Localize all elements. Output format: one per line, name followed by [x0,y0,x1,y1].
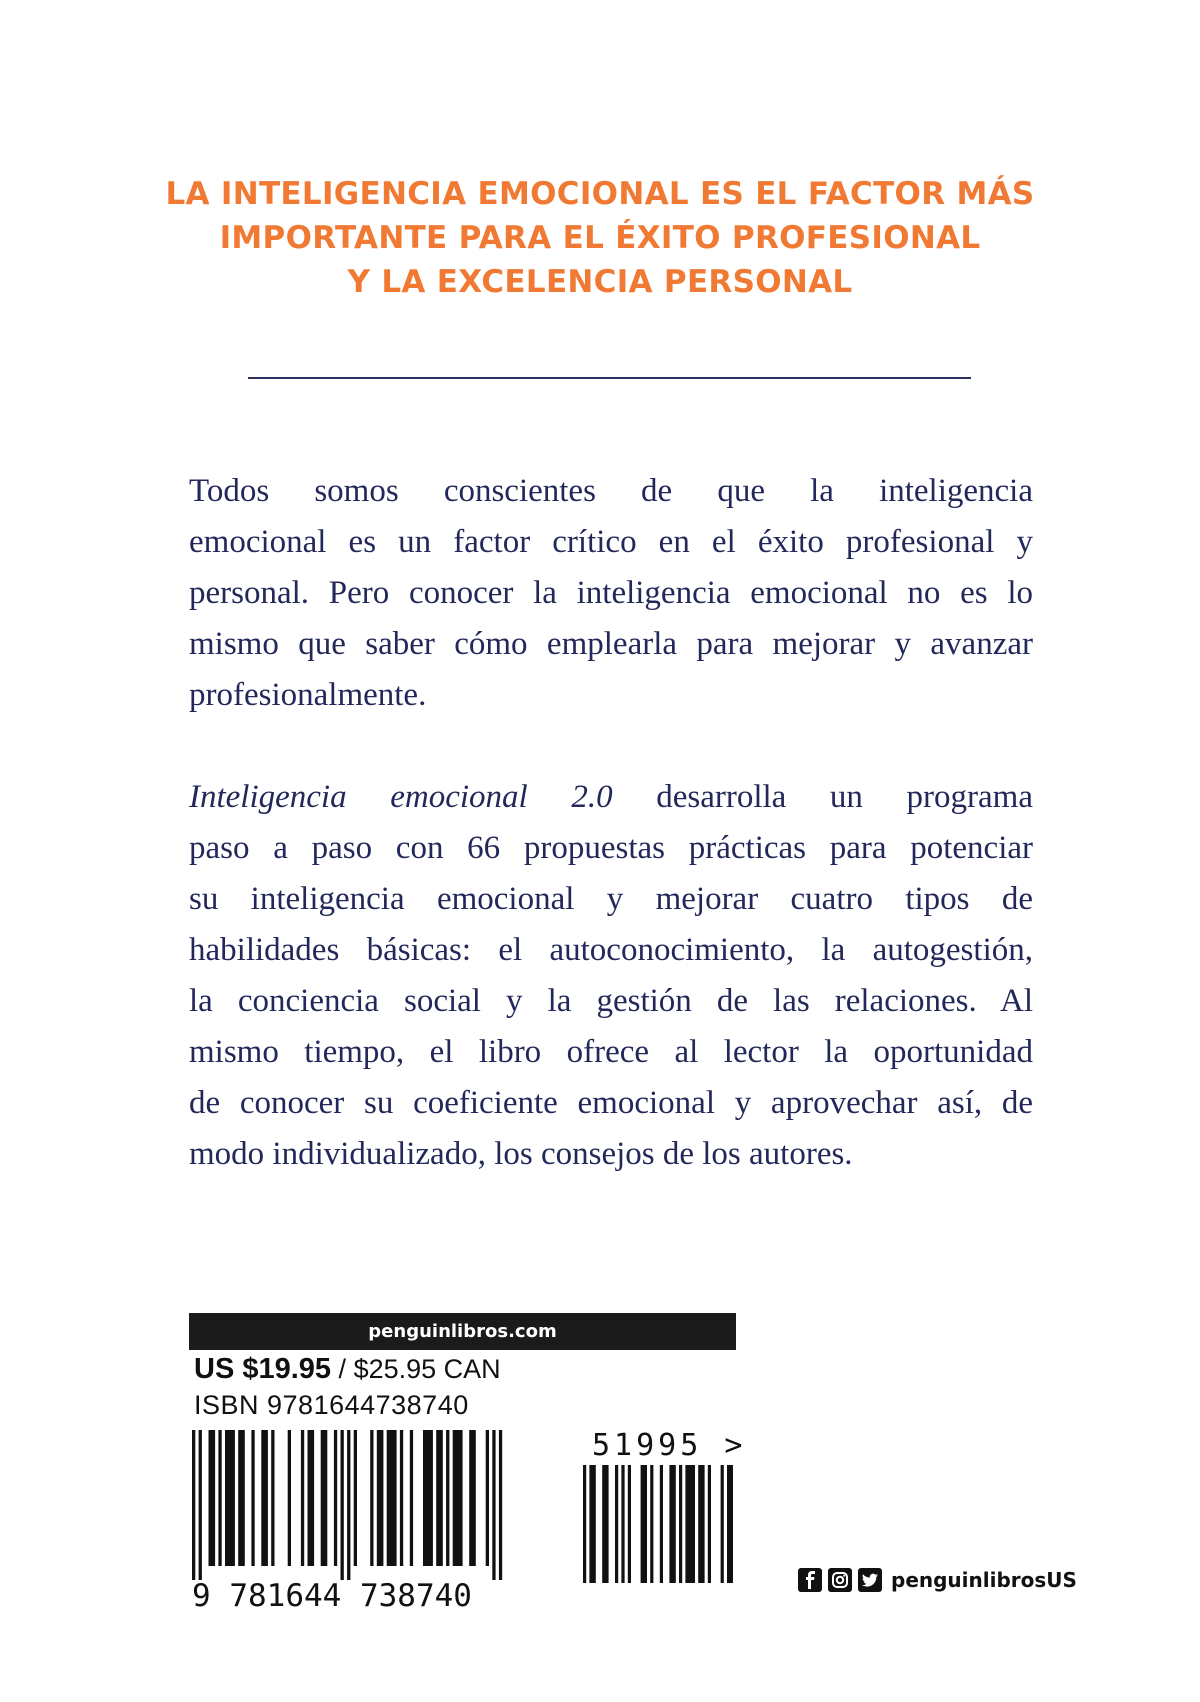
barcode-bar [436,1430,443,1566]
barcode-bar [347,1430,350,1580]
barcode-bar [721,1465,724,1583]
barcode-bar [261,1430,268,1566]
barcode-bar [621,1465,624,1583]
barcode-bar [708,1465,711,1583]
social-handle[interactable]: penguinlibrosUS [891,1568,1077,1592]
barcode-bar [370,1430,373,1566]
barcode-bar [650,1465,653,1583]
website-bar[interactable]: penguinlibros.com [189,1313,736,1350]
facebook-icon[interactable] [798,1568,822,1592]
barcode-bar [271,1430,274,1566]
divider [248,377,971,379]
text-line: paso a paso con 66 propuestas prácticas para potenciar [189,830,1033,866]
headline-line: Y LA EXCELENCIA PERSONAL [347,264,853,300]
text-line: su inteligencia emocional y mejorar cuatro tipos de [189,881,1033,917]
paragraph-intro [189,466,1033,721]
price [194,1352,501,1386]
barcode-bar [341,1430,344,1580]
barcode-bar [308,1430,315,1566]
barcode-bar [199,1430,202,1580]
barcode-bar [400,1430,403,1566]
barcode-bar [354,1430,357,1566]
text-line: de conocer su coeficiente emocional y aprovechar así, de [189,1085,1033,1121]
barcode-bar [486,1430,489,1566]
barcode-addon [583,1465,733,1583]
text-line: emocional es un factor crítico en el éxito profesional y [189,524,1033,560]
barcode-bar [628,1465,631,1583]
barcode-bar [602,1465,608,1583]
barcode-bar [218,1430,221,1566]
text-fragment: desarrolla un programa [612,779,1033,815]
text-line: modo individualizado, los consejos de los autores. [189,1136,853,1172]
text-line: personal. Pero conocer la inteligencia emocional no es lo [189,575,1033,611]
barcode-bar [334,1430,337,1566]
barcode-bar [615,1465,618,1583]
barcode-bar [301,1430,304,1566]
text-line: profesionalmente. [189,677,427,713]
text-line: mismo que saber cómo emplearla para mejorar y avanzar [189,626,1033,662]
barcode-bar [251,1430,254,1566]
barcode-bar [492,1430,495,1580]
barcode-bar [410,1430,413,1566]
barcode-bar [423,1430,433,1566]
barcode-bar [192,1430,195,1580]
barcode-ean [192,1430,572,1580]
price-us: US $19.95 [194,1353,332,1385]
twitter-icon[interactable] [858,1568,882,1592]
social-links [798,1567,1077,1593]
barcode-bar [641,1465,647,1583]
barcode-bar [288,1430,291,1566]
barcode-bar [446,1430,449,1566]
barcode-bar [209,1430,216,1566]
barcode-bar [377,1430,384,1566]
instagram-icon[interactable] [828,1568,852,1592]
barcode-bar [453,1430,463,1566]
headline-line: LA INTELIGENCIA EMOCIONAL ES EL FACTOR MÁS [165,176,1035,212]
barcode-bar [660,1465,663,1583]
barcode-bar [679,1465,682,1583]
barcode-bar [238,1430,245,1566]
book-title: Inteligencia emocional 2.0 [189,779,613,815]
barcode-bar [225,1430,235,1566]
barcode-bar [685,1465,695,1583]
barcode-bar [583,1465,586,1583]
barcode-addon-digits: 51995 > [592,1428,747,1463]
barcode-bar [387,1430,397,1566]
text-line: mismo tiempo, el libro ofrece al lector la oportunidad [189,1034,1033,1070]
text-line: Todos somos conscientes de que la inteligencia [189,473,1033,509]
text-line: habilidades básicas: el autoconocimiento, la autogestión, [189,932,1033,968]
barcode-bar [321,1430,328,1566]
price-separator: / [331,1354,354,1384]
barcode-ean-digits: 9 781644 738740 [192,1578,472,1614]
text-line [189,772,1033,823]
barcode-bar [727,1465,733,1583]
barcode-bar [469,1430,476,1566]
barcode-bar [499,1430,502,1580]
headline [140,172,1060,304]
barcode-bar [669,1465,675,1583]
barcode-bar [698,1465,704,1583]
isbn: ISBN 9781644738740 [194,1390,469,1420]
headline-line: IMPORTANTE PARA EL ÉXITO PROFESIONAL [219,220,981,256]
text-line: la conciencia social y la gestión de las relaciones. Al [189,983,1033,1019]
barcode-bar [589,1465,595,1583]
paragraph-description [189,772,1033,1180]
price-can: $25.95 CAN [353,1354,501,1384]
